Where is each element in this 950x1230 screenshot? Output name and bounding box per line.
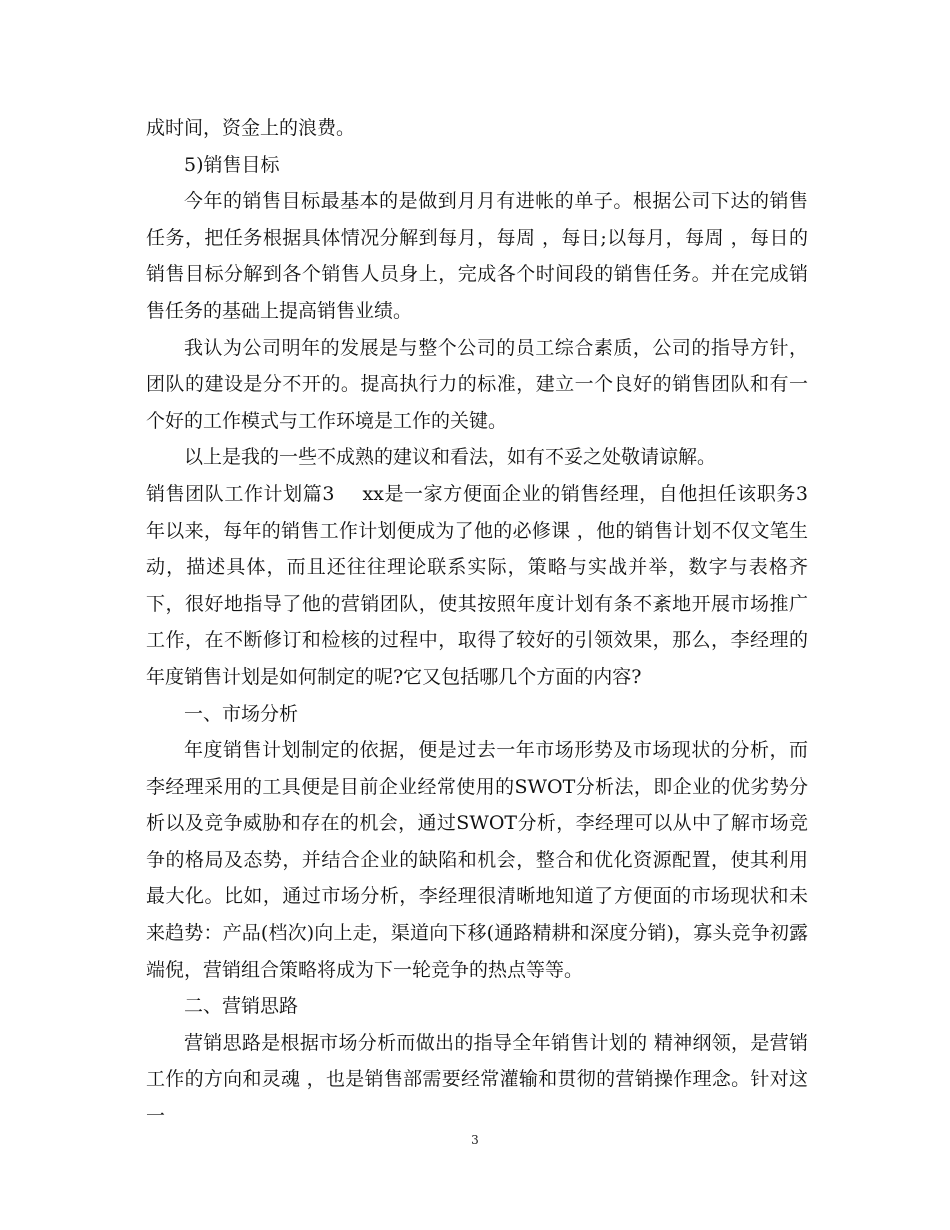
paragraph-1: 成时间，资金上的浪费。	[146, 117, 356, 139]
paragraph-6	[146, 476, 808, 696]
paragraph-10: 营销思路是根据市场分析而做出的指导全年销售计划的 精神纲领，是营销工作的方向和灵魂 ，也是销售部需要经常灌输和贯彻的营销操作理念。针对这一	[146, 1031, 808, 1128]
section-heading: 销售团队工作计划篇3	[146, 482, 335, 505]
paragraph-4: 我认为公司明年的发展是与整个公司的员工综合素质，公司的指导方针，团队的建设是分不开的。提高执行力的标准，建立一个良好的销售团队和有一个好的工作模式与工作环境是工作的关键。	[146, 336, 808, 432]
paragraph-6-text: xx是一家方便面企业的销售经理，自他担任该职务3年以来，每年的销售工作计划便成为了他的必修课 ，他的销售计划不仅文笔生动，描述具体，而且还往往理论联系实际，策略与实战并举，数字与表格齐下，很好地指导了他的营销团队，使其按照年度计划有条不紊地开展市场推广工作，在不断修订和检核的过程中，取得了较好的引领效果，那么，李经理的年度销售计划是如何制定的呢?它又包括哪几个方面的内容?	[146, 482, 808, 688]
paragraph-9: 二、营销思路	[184, 995, 299, 1018]
paragraph-8: 年度销售计划制定的依据，便是过去一年市场形势及市场现状的分析，而李经理采用的工具便是目前企业经常使用的SWOT分析法，即企业的优劣势分析以及竞争威胁和存在的机会，通过SWOT分析，李经理可以从中了解市场竞争的格局及态势，并结合企业的缺陷和机会，整合和优化资源配置，使其利用最大化。比如，通过市场分析，李经理很清晰地知道了方便面的市场现状和未来趋势：产品(档次)向上走，渠道向下移(通路精耕和深度分销)，寡头竞争初露端倪，营销组合策略将成为下一轮竞争的热点等等。	[146, 739, 808, 981]
page-number: 3	[471, 1133, 479, 1147]
paragraph-5: 以上是我的一些不成熟的建议和看法，如有不妥之处敬请谅解。	[184, 446, 717, 469]
paragraph-3: 今年的销售目标最基本的是做到月月有进帐的单子。根据公司下达的销售任务，把任务根据具体情况分解到每月，每周 ，每日;以每月，每周 ，每日的销售目标分解到各个销售人员身上，完成各个时间段的销售任务。并在完成销售任务的基础上提高销售业绩。	[146, 190, 808, 322]
paragraph-2: 5)销售目标	[184, 153, 280, 176]
paragraph-7: 一、市场分析	[184, 702, 299, 725]
body-text	[146, 110, 808, 1135]
